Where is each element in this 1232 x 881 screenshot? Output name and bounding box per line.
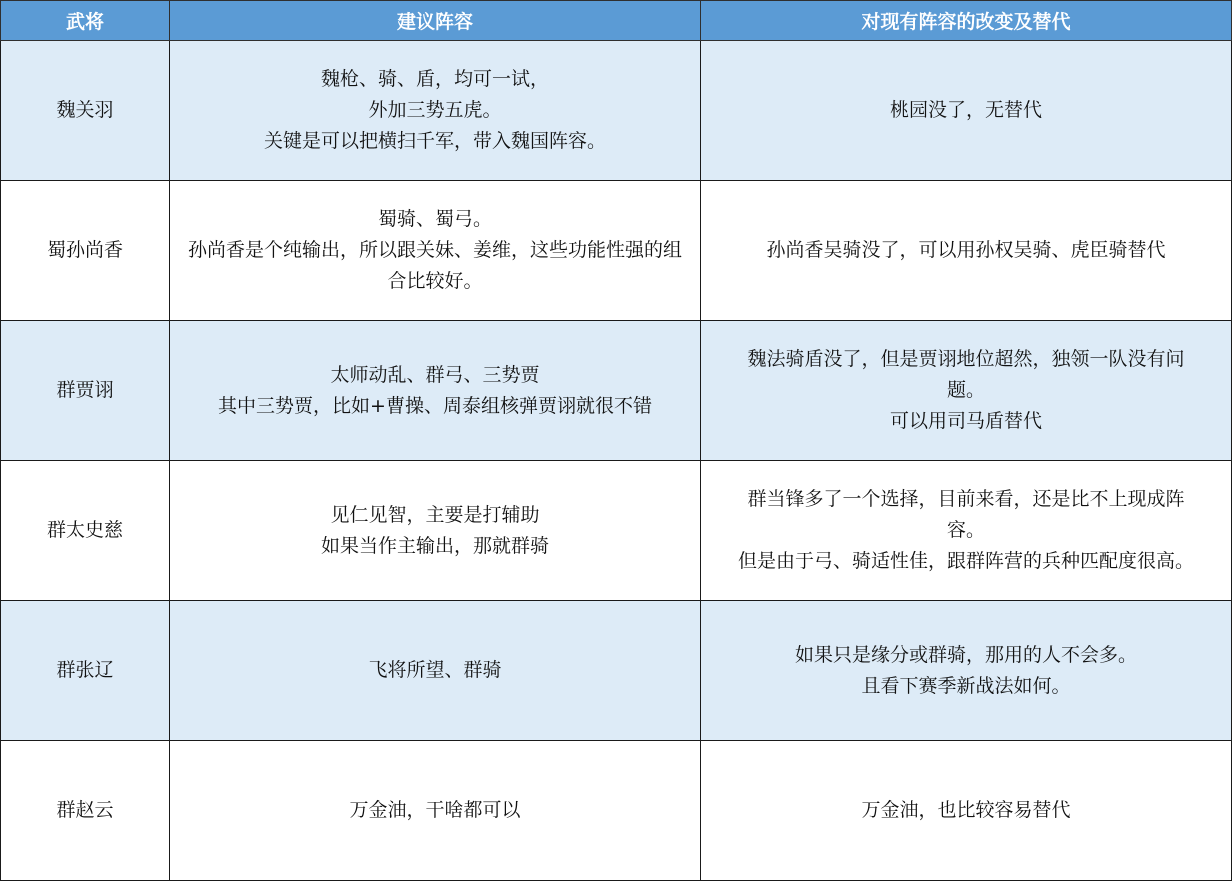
suggestion-line: 外加三势五虎。 (368, 99, 502, 121)
table-row (1, 181, 1232, 321)
change-line: 但是由于弓、骑适性佳，跟群阵营的兵种匹配度很高。 (737, 550, 1194, 572)
change-cell (701, 741, 1232, 881)
change-line: 且看下赛季新战法如何。 (861, 674, 1071, 697)
suggestion-line: 孙尚香是个纯输出，所以跟关妹、姜维，这些功能性强的组合比较好。 (187, 239, 682, 292)
suggestion-cell (170, 601, 701, 741)
change-line: 桃园没了，无替代 (889, 99, 1042, 121)
change-cell (701, 321, 1232, 461)
suggestion-line: 蜀骑、蜀弓。 (377, 208, 492, 230)
change-line: 孙尚香吴骑没了，可以用孙权吴骑、虎臣骑替代 (766, 239, 1166, 261)
change-cell (701, 601, 1232, 741)
change-line: 可以用司马盾替代 (889, 410, 1042, 432)
general-cell: 群贾诩 (1, 321, 170, 461)
table-row (1, 41, 1232, 181)
header-general: 武将 (1, 1, 170, 41)
suggestion-line: 太师动乱、群弓、三势贾 (330, 363, 540, 386)
change-line: 万金油，也比较容易替代 (861, 799, 1071, 821)
suggestion-line: 其中三势贾，比如+曹操、周泰组核弹贾诩就很不错 (218, 394, 652, 417)
table-row (1, 741, 1232, 881)
general-cell: 群张辽 (1, 601, 170, 741)
suggestion-cell (170, 461, 701, 601)
table-row (1, 601, 1232, 741)
suggestion-cell (170, 181, 701, 321)
suggestion-line: 见仁见智，主要是打辅助 (330, 503, 540, 526)
suggestion-cell (170, 321, 701, 461)
header-row (1, 1, 1232, 41)
change-cell (701, 181, 1232, 321)
table-row (1, 321, 1232, 461)
header-change: 对现有阵容的改变及替代 (701, 1, 1232, 41)
header-suggestion: 建议阵容 (170, 1, 701, 41)
suggestion-line: 如果当作主输出，那就群骑 (320, 534, 549, 557)
change-line: 魏法骑盾没了，但是贾诩地位超然，独领一队没有问题。 (747, 348, 1185, 401)
suggestion-cell (170, 41, 701, 181)
general-cell: 魏关羽 (1, 41, 170, 181)
change-cell (701, 461, 1232, 601)
suggestion-line: 魏枪、骑、盾，均可一试， (320, 68, 549, 90)
change-line: 如果只是缘分或群骑，那用的人不会多。 (794, 643, 1137, 666)
suggestion-line: 万金油，干啥都可以 (349, 799, 521, 821)
table-row (1, 461, 1232, 601)
suggestion-cell (170, 741, 701, 881)
change-cell (701, 41, 1232, 181)
general-cell: 蜀孙尚香 (1, 181, 170, 321)
suggestion-line: 飞将所望、群骑 (368, 659, 502, 681)
general-cell: 群太史慈 (1, 461, 170, 601)
general-cell: 群赵云 (1, 741, 170, 881)
suggestion-line: 关键是可以把横扫千军，带入魏国阵容。 (263, 130, 606, 152)
change-line: 群当锋多了一个选择，目前来看，还是比不上现成阵容。 (747, 488, 1185, 541)
